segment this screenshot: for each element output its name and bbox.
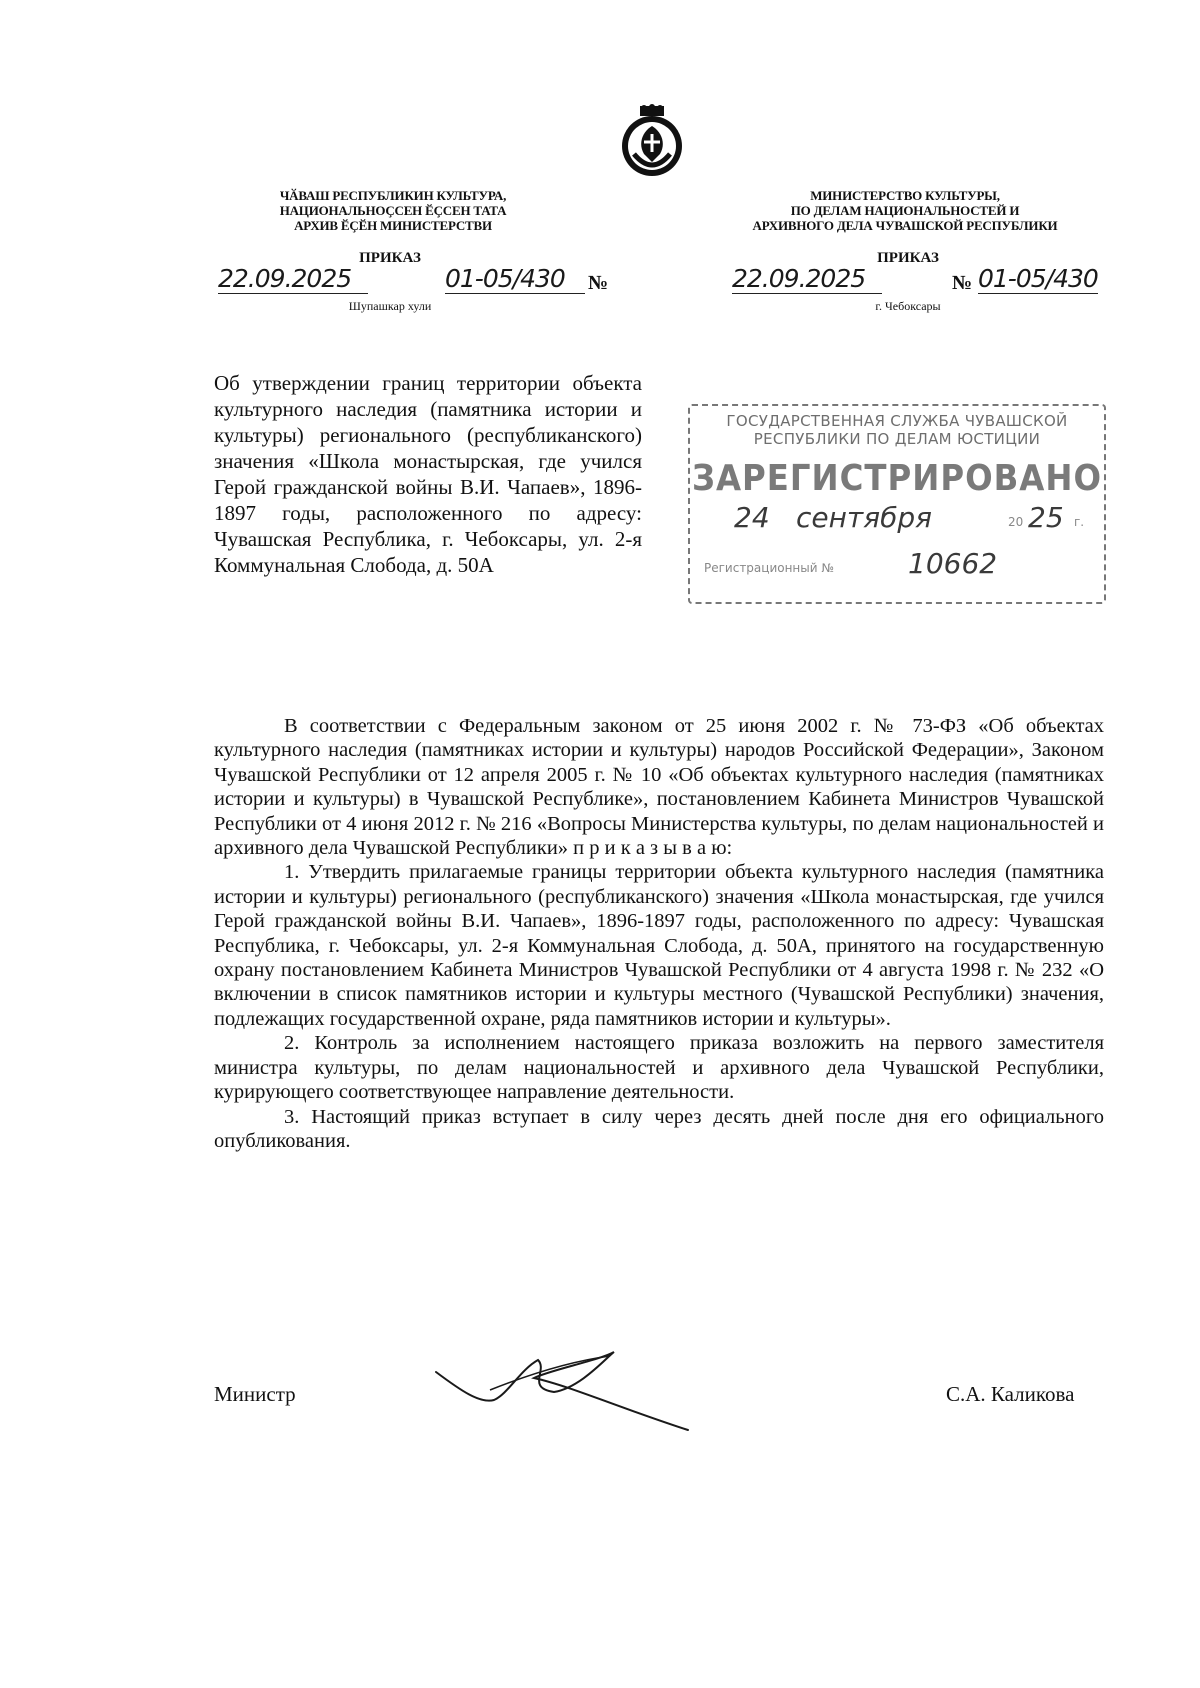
header-left [218,188,568,233]
header-right-line3: АРХИВНОГО ДЕЛА ЧУВАШСКОЙ РЕСПУБЛИКИ [752,218,1058,233]
stamp-year-g: г. [1074,515,1085,529]
header-right [720,188,1090,233]
signatory-position: Министр [214,1382,296,1406]
place-left: Шупашкар хули [348,299,432,313]
stamp-reg-number: 10662 [908,547,998,580]
stamp-line2: РЕСПУБЛИКИ ПО ДЕЛАМ ЮСТИЦИИ [753,430,1041,448]
stamp-year-prefix: 20 [1008,515,1024,529]
stamp-day: 24 [734,501,770,534]
registration-stamp [688,404,1106,604]
stamp-line1: ГОСУДАРСТВЕННАЯ СЛУЖБА ЧУВАШСКОЙ [726,412,1068,430]
stamp-year-suffix: 25 [1028,501,1064,534]
number-sign-right: № [952,272,973,294]
prikaz-right: ПРИКАЗ [877,250,939,266]
date-right: 22.09.2025 [732,264,882,294]
date-left: 22.09.2025 [218,264,368,294]
number-sign-left: № [588,272,609,294]
place-right: г. Чебоксары [875,299,941,313]
header-left-line3: АРХИВ ӖҪӖН МИНИСТЕРСТВИ [294,218,492,233]
header-left-line2: НАЦИОНАЛЬНОҪСЕН ӖҪСЕН ТАТА [279,203,507,218]
chuvash-emblem-icon [614,104,690,180]
body-paragraph-2: 1. Утвердить прилагаемые границы территории объекта культурного наследия (памятника истории и культуры) регионального (республиканского) значения «Школа монастырская, где учился Герой гражданской войны В.И. Чапаев», 1896-1897 годы, расположенного по адресу: Чувашская Республика, г. Чебоксары, ул. 2-я Коммунальная Слобода, д. 50А, принятого на государственную охрану постановлением Кабинета Министров Чувашской Республики от 4 августа 1998 г. № 232 «О включении в список памятников истории и культуры местного (Чувашской Республики) значения, подлежащих государственной охране, ряда памятников истории и культуры». [214,861,1104,1030]
body-paragraph-1: В соответствии с Федеральным законом от 25 июня 2002 г. № 73-ФЗ «Об объектах культурного наследия (памятниках истории и культуры) народов Российской Федерации», Законом Чувашской Республики от 12 апреля 2005 г. № 10 «Об объектах культурного наследия (памятниках истории и культуры) в Чувашской Республике», постановлением Кабинета Министров Чувашской Республики от 4 июня 2012 г. № 216 «Вопросы Министерства культуры, по делам национальностей и архивного дела Чувашской Республики» п р и к а з ы в а ю: [214,715,1104,860]
body-paragraph-3: 2. Контроль за исполнением настоящего приказа возложить на первого заместителя министра культуры, по делам национальностей и архивного дела Чувашской Республики, курирующего соответствующее направление деятельности. [214,1032,1104,1104]
number-right: 01-05/430 [978,264,1098,293]
number-left: 01-05/430 [445,264,585,294]
handwritten-signature [430,1330,700,1440]
prikaz-left: ПРИКАЗ [359,250,421,266]
order-body [214,714,1104,1153]
stamp-reg-label: Регистрационный № [704,561,834,575]
header-right-line2: ПО ДЕЛАМ НАЦИОНАЛЬНОСТЕЙ И [790,203,1020,218]
signatory-name: С.А. Каликова [946,1382,1075,1406]
stamp-title: ЗАРЕГИСТРИРОВАНО [691,458,1102,499]
header-left-line1: ЧӐВАШ РЕСПУБЛИКИН КУЛЬТУРА, [279,188,507,203]
order-subject: Об утверждении границ территории объекта культурного наследия (памятника истории и культуры) регионального (республиканского) значения «Школа монастырская, где учился Герой гражданской войны В.И. Чапаев», 1896-1897 годы, расположенного по адресу: Чувашская Республика, г. Чебоксары, ул. 2-я Коммунальная Слобода, д. 50А [214,371,642,577]
body-paragraph-4: 3. Настоящий приказ вступает в силу через десять дней после дня его официального опубликования. [214,1105,1104,1152]
stamp-month: сентября [796,501,932,534]
header-right-line1: МИНИСТЕРСТВО КУЛЬТУРЫ, [810,188,1000,203]
